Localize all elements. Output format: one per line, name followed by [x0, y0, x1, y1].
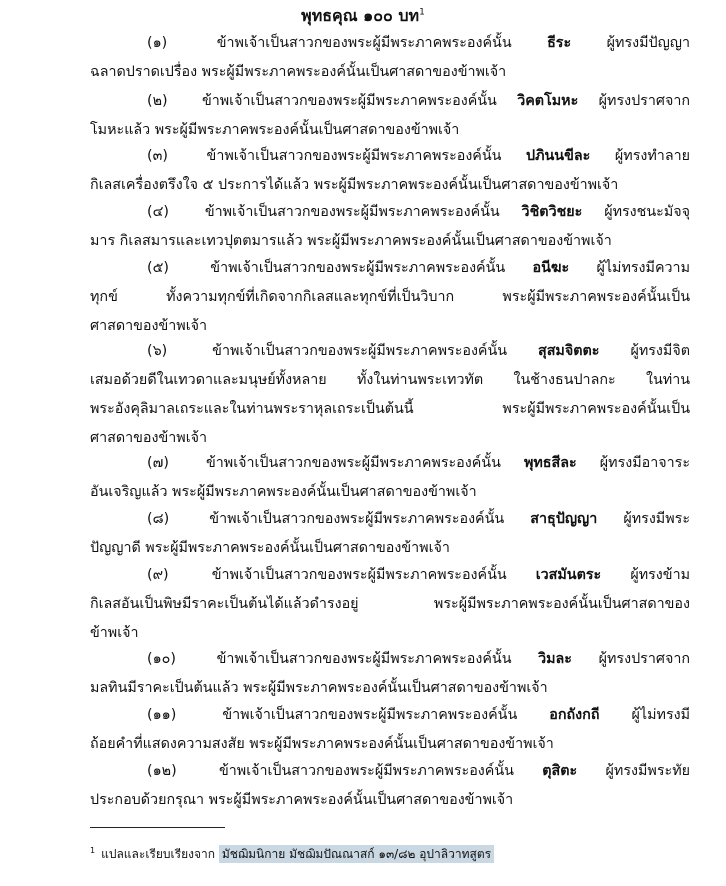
verse-line: ทุกข์ ทั้งความทุกข์ที่เกิดจากกิเลสและทุกข์ที่เป็นวิบาก พระผู้มีพระภาคพระองค์นั้นเป็น	[90, 289, 690, 305]
verse-line	[90, 449, 690, 478]
verse-line: ศาสดาของข้าพเจ้า	[90, 430, 207, 446]
verse-line: ปัญญาดี พระผู้มีพระภาคพระองค์นั้นเป็นศาสดาของข้าพเจ้า	[90, 540, 450, 556]
verse-line: ศาสดาของข้าพเจ้า	[90, 318, 207, 334]
verse-10	[90, 645, 690, 703]
virtue-term: สุสมจิตตะ	[537, 343, 600, 359]
verse-line: ฉลาดปราดเปรื่อง พระผู้มีพระภาคพระองค์นั้นเป็นศาสดาของข้าพเจ้า	[90, 64, 507, 80]
verse-line: ถ้อยคำที่แสดงความสงสัย พระผู้มีพระภาคพระองค์นั้นเป็นศาสดาของข้าพเจ้า	[90, 736, 554, 752]
verse-number: (๑๒)	[147, 763, 177, 779]
verse-text: ข้าพเจ้าเป็นสาวกของพระผู้มีพระภาคพระองค์นั้น	[209, 511, 505, 527]
verse-line: ประกอบด้วยกรุณา พระผู้มีพระภาคพระองค์นั้นเป็นศาสดาของข้าพเจ้า	[90, 792, 514, 808]
footnote-text: แปลและเรียบเรียงจาก	[101, 847, 215, 861]
virtue-term: อนีฆะ	[532, 260, 570, 276]
verse-text: ข้าพเจ้าเป็นสาวกของพระผู้มีพระภาคพระองค์นั้น	[205, 455, 501, 471]
verse-text: ข้าพเจ้าเป็นสาวกของพระผู้มีพระภาคพระองค์นั้น	[201, 93, 497, 109]
verse-text: ผู้ทรงปราศจาก	[598, 93, 690, 109]
verse-text: ข้าพเจ้าเป็นสาวกของพระผู้มีพระภาคพระองค์นั้น	[210, 260, 506, 276]
verse-line: โมหะแล้ว พระผู้มีพระภาคพระองค์นั้นเป็นศาสดาของข้าพเจ้า	[90, 122, 460, 138]
verse-line	[90, 337, 690, 366]
virtue-term: วิคตโมหะ	[517, 93, 579, 109]
footnote-mark: 1	[90, 846, 96, 855]
verse-number: (๙)	[147, 567, 169, 583]
verse-number: (๕)	[147, 260, 169, 276]
verse-text: ผู้ทรงข้าม	[630, 567, 690, 583]
verse-12	[90, 757, 690, 815]
verse-number: (๗)	[147, 455, 169, 471]
verse-line	[90, 254, 690, 283]
verse-text: ข้าพเจ้าเป็นสาวกของพระผู้มีพระภาคพระองค์นั้น	[211, 567, 507, 583]
verse-7	[90, 449, 690, 507]
verse-text: ข้าพเจ้าเป็นสาวกของพระผู้มีพระภาคพระองค์นั้น	[206, 148, 502, 164]
verse-line	[90, 701, 690, 730]
virtue-term: อกถังกถี	[549, 707, 600, 723]
verse-line	[90, 29, 690, 58]
verse-text: ข้าพเจ้าเป็นสาวกของพระผู้มีพระภาคพระองค์นั้น	[216, 35, 512, 51]
verse-text: ผู้ทรงปราศจาก	[598, 651, 690, 667]
verse-number: (๒)	[147, 93, 168, 109]
footnote	[90, 843, 494, 865]
verse-number: (๑)	[147, 35, 168, 51]
verse-line: เสมอด้วยดีในเทวดาและมนุษย์ทั้งหลาย ทั้งในท่านพระเทวทัต ในช้างธนปาลกะ ในท่าน	[90, 372, 690, 388]
verse-text: ข้าพเจ้าเป็นสาวกของพระผู้มีพระภาคพระองค์นั้น	[204, 204, 500, 220]
verse-text: ผู้ทรงมีอาจาระ	[599, 455, 690, 471]
verse-line: มาร กิเลสมารและเทวปุตตมารแล้ว พระผู้มีพระภาคพระองค์นั้นเป็นศาสดาของข้าพเจ้า	[90, 233, 612, 249]
verse-line: ข้าพเจ้า	[90, 625, 139, 641]
verse-number: (๑๑)	[147, 707, 177, 723]
virtue-term: พุทธสีละ	[523, 455, 577, 471]
verse-line	[90, 505, 690, 534]
verse-text: ผู้ทรงมีปัญญา	[606, 35, 690, 51]
verse-6	[90, 337, 690, 453]
footnote-source-highlight: มัชฌิมนิกาย มัชฌิมปัณณาสก์ ๑๓/๘๒ อุปาลิวาทสูตร	[219, 845, 494, 863]
verse-number: (๘)	[147, 511, 170, 527]
verse-5	[90, 254, 690, 341]
verse-text: ผู้ทรงมีพระทัย	[605, 763, 690, 779]
verse-2	[90, 87, 690, 145]
verse-line: มลทินมีราคะเป็นต้นแล้ว พระผู้มีพระภาคพระองค์นั้นเป็นศาสดาของข้าพเจ้า	[90, 680, 548, 696]
verse-1	[90, 29, 690, 87]
verse-11	[90, 701, 690, 759]
verse-line: กิเลสอันเป็นพิษมีราคะเป็นต้นได้แล้วดำรงอยู่ พระผู้มีพระภาคพระองค์นั้นเป็นศาสดาของ	[90, 596, 690, 612]
verse-4	[90, 198, 690, 256]
verse-line	[90, 142, 690, 171]
virtue-term: ธีระ	[547, 35, 572, 51]
verse-text: ข้าพเจ้าเป็นสาวกของพระผู้มีพระภาคพระองค์นั้น	[219, 763, 514, 779]
verse-text: ผู้ทรงทำลาย	[614, 148, 690, 164]
verse-text: ผู้ทรงมีพระ	[623, 511, 690, 527]
verse-line	[90, 561, 690, 590]
verse-text: ผู้ทรงชนะมัจจุ	[604, 204, 690, 220]
verse-number: (๔)	[147, 204, 169, 220]
title-footnote-mark: 1	[419, 7, 425, 18]
verse-number: (๑๐)	[147, 651, 176, 667]
virtue-term: วิมละ	[538, 651, 572, 667]
verse-text: ผู้ไม่ทรงมี	[631, 707, 690, 723]
verse-text: ข้าพเจ้าเป็นสาวกของพระผู้มีพระภาคพระองค์นั้น	[216, 651, 512, 667]
verse-text: ผู้ไม่ทรงมีความ	[596, 260, 690, 276]
verse-line	[90, 757, 690, 786]
verse-line	[90, 198, 690, 227]
verse-line: พระอังคุลิมาลเถระและในท่านพระราหุลเถระเป็นต้นนี้ พระผู้มีพระภาคพระองค์นั้นเป็น	[90, 401, 690, 417]
virtue-term: ตุสิตะ	[542, 763, 578, 779]
verse-3	[90, 142, 690, 200]
verse-8	[90, 505, 690, 563]
verse-line: อันเจริญแล้ว พระผู้มีพระภาคพระองค์นั้นเป็นศาสดาของข้าพเจ้า	[90, 484, 477, 500]
verse-line	[90, 645, 690, 674]
virtue-term: วิชิตวิชยะ	[521, 204, 583, 220]
verse-number: (๖)	[147, 343, 168, 359]
virtue-term: ปภินนขีละ	[526, 148, 591, 164]
verse-text: ผู้ทรงมีจิต	[630, 343, 690, 359]
verse-text: ข้าพเจ้าเป็นสาวกของพระผู้มีพระภาคพระองค์นั้น	[212, 343, 508, 359]
verse-number: (๓)	[147, 148, 168, 164]
verse-line	[90, 87, 690, 116]
footnote-divider	[90, 827, 225, 828]
page-title	[0, 6, 726, 26]
verse-text: ข้าพเจ้าเป็นสาวกของพระผู้มีพระภาคพระองค์นั้น	[222, 707, 518, 723]
verse-line: กิเลสเครื่องตรึงใจ ๕ ประการได้แล้ว พระผู้มีพระภาคพระองค์นั้นเป็นศาสดาของข้าพเจ้า	[90, 177, 619, 193]
verse-9	[90, 561, 690, 648]
title-text: พุทธคุณ ๑๐๐ บท	[301, 6, 420, 25]
virtue-term: สาธุปัญญา	[530, 511, 598, 527]
virtue-term: เวสมันตระ	[535, 567, 602, 583]
